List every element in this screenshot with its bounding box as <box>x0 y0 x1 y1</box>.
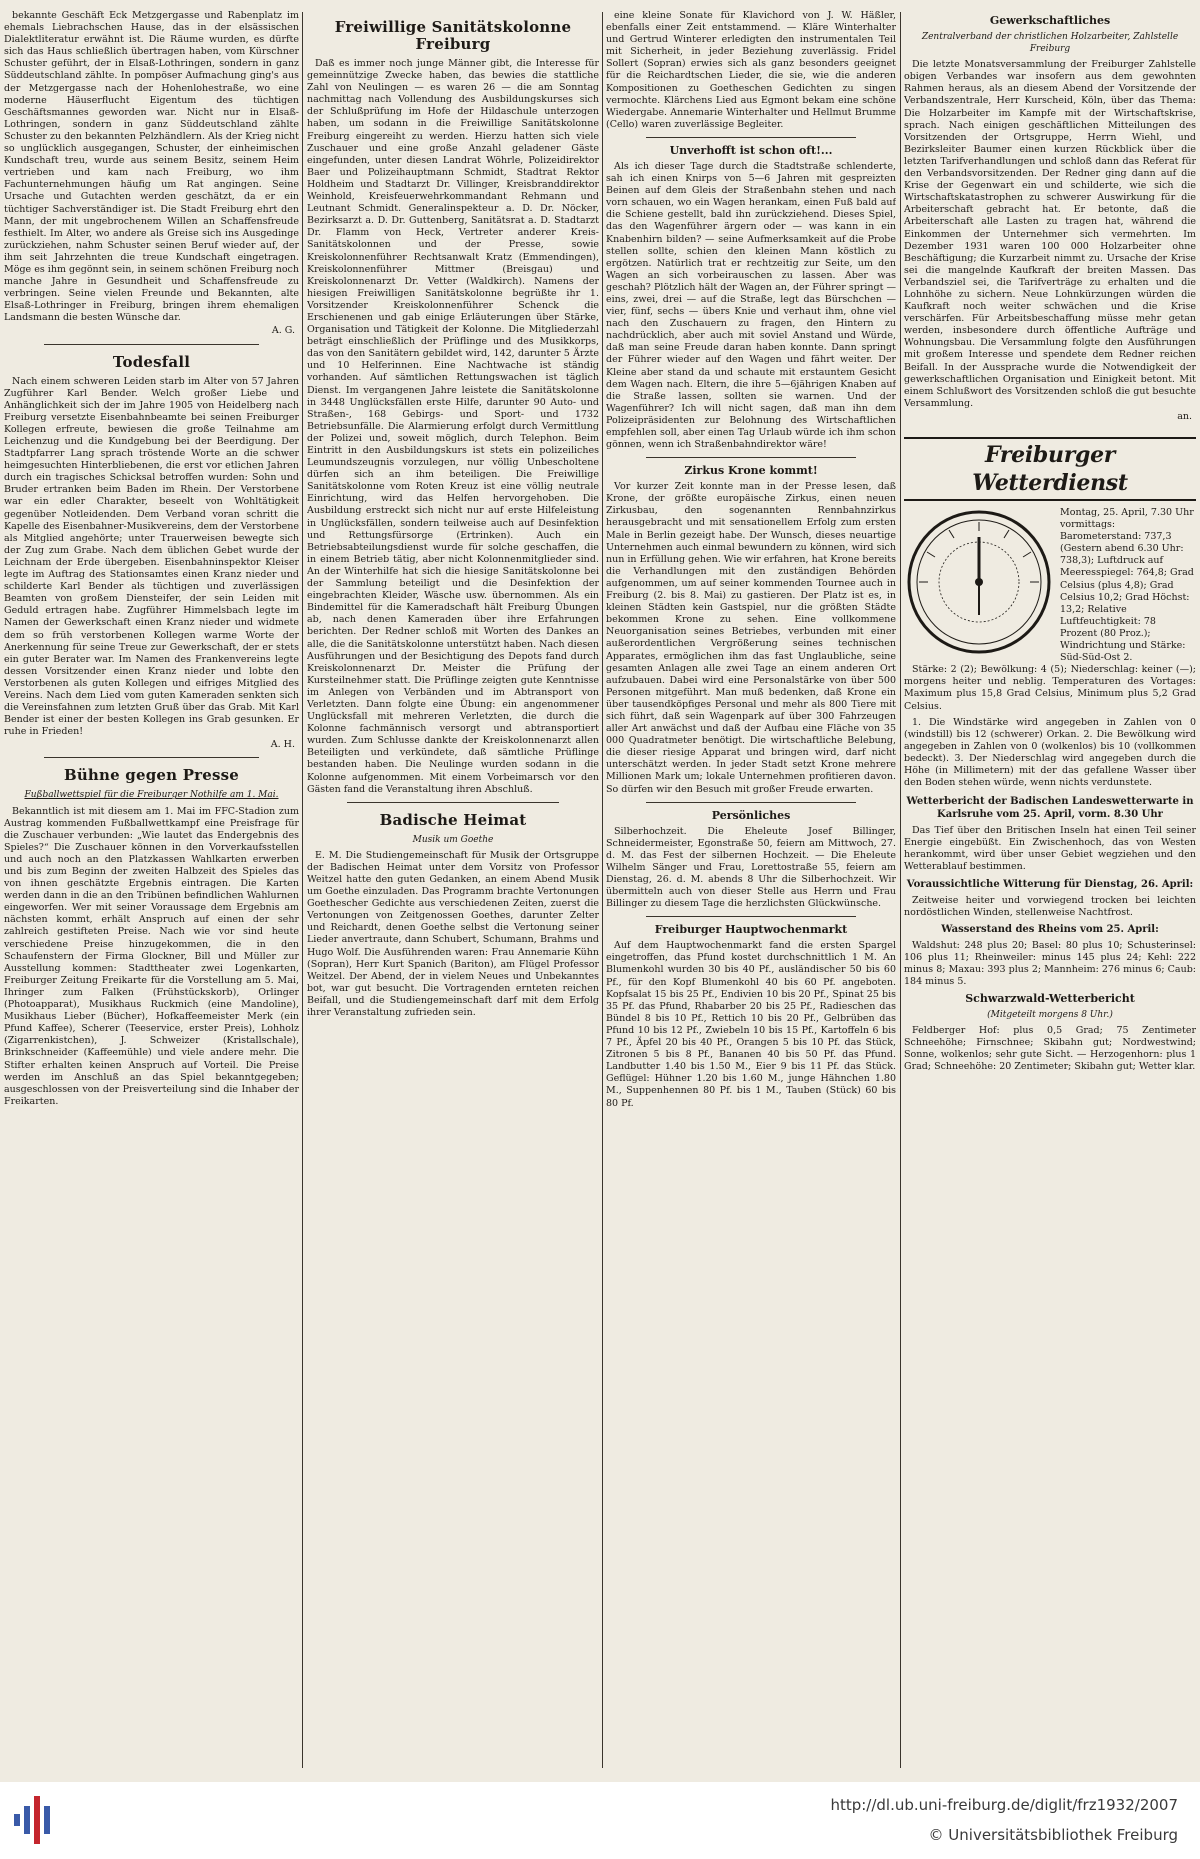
article-text: bekannte Geschäft Eck Metzgergasse und Rabenplatz im ehemals Liebrachschen Hause, das in der elsässischen Dialektliteratur erwähnt ist. Die Räume wurden, es dürfte sich das Haus schließlich übertragen haben, vom Kürschner Schuster geführt, der in Elsaß-Lothringen, sondern in ganz Süddeutschland zählte. In pompöser Aufmachung ging's aus der Metzgergasse nach der Hohenlohestraße, wo eine moderne Häuserflucht Eigentum des tüchtigen Geschäftsmannes geworden war. Nicht nur in Elsaß-Lothringen, sondern in ganz Süddeutschland zählte Schuster zu den bekannten Pelzhändlern. Als der Krieg nicht so unglücklich ausgegangen, Schuster, der einheimischen Kundschaft treu, wurde aus seinem Besitz, seinem Heim vertrieben und kam nach Freiburg, wo ihm Fachunternehmungen häufig um Rat angingen. Seine Ursache und Gutachten werden geschätzt, da er ein tüchtiger Sachverständiger ist. Die Stadt Freiburg ehrt den Mann, der mit ungebrochenem Willen an Schaffensfreude festhielt. Im Alter, wo andere als Greise sich ins Ausgedinge zurückziehen, nahm Schuster seinen Beruf wieder auf, der ihm seit Jahrzehnten die treue Kundschaft eingetragen. Möge es ihm gegönnt sein, in seinem schönen Freiburg noch manche Jahre in Gesundheit und Schaffensfreude zu verbringen. Seine vielen Freunde und Bekannten, alte Elsaß-Lothringer in Freiburg, bringen ihrem ehemaligen Landsmann die besten Wünsche dar. <box>4 10 299 324</box>
headline-badische-heimat: Badische Heimat <box>379 810 527 829</box>
headline-unverhofft: Unverhofft ist schon oft!... <box>669 143 833 157</box>
column-2 <box>307 10 599 1772</box>
divider <box>646 916 856 917</box>
article-subheadline: (Mitgeteilt morgens 8 Uhr.) <box>987 1010 1113 1021</box>
headline-wetterbericht: Wetterbericht der Badischen Landeswetterwarte in Karlsruhe vom 25. April, vorm. 8.30 Uhr <box>906 796 1194 821</box>
column-4 <box>904 10 1196 1772</box>
article-text: eine kleine Sonate für Klavichord von J. W. Häßler, ebenfalls einer Zeit entstammend. — Kläre Winterhalter und Gertrud Winterer erledigten den instrumentalen Teil mit Sicherheit, in jeder Beziehung zuverlässig. Fridel Sollert (Sopran) erwies sich als ganz besonders geeignet für die Reichardtschen Lieder, die sie, wie die anderen Kompositionen zu Goetheschen Gedichten zu singen vermochte. Klärchens Lied aus Egmont bekam eine schöne Wiedergabe. Annemarie Winterhalter und Hellmut Brumme (Cello) waren zuverlässige Begleiter. <box>606 10 896 130</box>
article-text: Silberhochzeit. Die Eheleute Josef Billinger, Schneidermeister, Egonstraße 50, feiern am Mittwoch, 27. d. M. das Fest der silbernen Hochzeit. — Die Eheleute Wilhelm Sänger und Frau, Lorettostraße 55, feiern am Dienstag, 26. d. M. abends 8 Uhr die Silberhochzeit. Wir übermitteln auch von dieser Stelle aus Herrn und Frau Billinger zu diesem Tage die herzlichsten Glückwünsche. <box>606 825 896 910</box>
divider <box>646 802 856 803</box>
article-text: Als ich dieser Tage durch die Stadtstraße schlenderte, sah ich einen Knirps von 5—6 Jahren mit gespreizten Beinen auf dem Gleis der Straßenbahn stehen und nach vorn schauen, wo ein Wagen herankam, einen Fuß bald auf die Schiene gestellt, bald ihn zurückziehend. Dieses Spiel, das den Wagenführer ärgern oder — was kann in ein Knabenhirn bilden? — seine Aufmerksamkeit auf die Probe stellen sollte, schien den kleinen Mann köstlich zu ergötzen. Natürlich trat er rechtzeitig zur Seite, um den Wagen an sich vorbeirauschen zu lassen. Aber was geschah? Plötzlich hält der Wagen an, der Führer springt — eins, zwei, drei — auf die Straße, legt das Bürschchen — vier, fünf, sechs — übers Knie und verhaut ihm, ohne viel nach den Zuschauern zu fragen, den Hintern zu nachdrücklich, aber auch mit soviel Anstand und Würde, daß man seine Freude daran haben konnte. Dann springt der Führer wieder auf den Wagen und fährt weiter. Der Kleine aber stand da und schaute mit erstauntem Gesicht dem Wagen nach. Eltern, die ihre 5—6jährigen Knaben auf die Straße lassen, sollten sie warnen. Und der Wagenführer? Ich will nicht sagen, daß man ihn dem Polizeipräsidenten zur Belohnung des Wirtschaftlichen empfehlen soll, aber einen Tag Urlaub würde ich ihm schon gönnen, wenn ich Straßenbahndirektor wäre! <box>606 160 896 451</box>
headline-schwarzwald: Schwarzwald-Wetterbericht <box>965 992 1135 1006</box>
footer-bar <box>0 1782 1200 1859</box>
column-rule <box>602 12 603 1768</box>
copyright-notice: © Universitätsbibliothek Freiburg <box>928 1826 1178 1844</box>
article-subheadline: Musik um Goethe <box>412 834 494 845</box>
headline-todesfall: Todesfall <box>112 352 191 371</box>
headline-persoenliches: Persönliches <box>711 808 791 822</box>
headline-wochenmarkt: Freiburger Hauptwochenmarkt <box>654 923 848 937</box>
article-text: Die letzte Monatsversammlung der Freiburger Zahlstelle obigen Verbandes war insofern aus dem gewohnten Rahmen heraus, als an diesem Abend der Vorsitzende der Verbandszentrale, Herr Kurscheid, Köln, über das Thema: Die Holzarbeiter im Kampfe mit der Wirtschaftskrise, sprach. Nach einigen geschäftlichen Mitteilungen des Vorsitzenden der Ortsgruppe, Herrn Wiehl, und Bezirksleiter Baumer einen kurzen Rückblick über die letzten Tarifverhandlungen und schloß dann das Referat für den Verbandsvorsitzenden. Der Redner ging dann auf die Krise der Gegenwart ein und schilderte, wie sich die Wirtschaftskatastrophen zu schwerer Auswirkung für die Arbeiterschaft gebracht hat. Er betonte, daß die Arbeiterschaft alle Lasten zu tragen hat, während die Einkommen der Unternehmer sich vermehrten. Im Dezember 1931 waren 100 000 Holzarbeiter ohne Beschäftigung; die Kurzarbeit nimmt zu. Ursache der Krise sei die mangelnde Kaufkraft der breiten Massen. Das Verbandsziel sei, die Tarifverträge zu erhalten und die Lohnhöhe zu sichern. Neue Lohnkürzungen würden die Kaufkraft noch weiter schwächen und die Krise verschärfen. Für Arbeitsbeschaffung müsse mehr getan werden, insbesondere durch öffentliche Aufträge und Wohnungsbau. Die Versammlung folgte den Ausführungen mit großem Interesse und spendete dem Redner reichen Beifall. In der Aussprache wurde die Notwendigkeit der gewerkschaftlichen Organisation und Einigkeit betont. Mit einem Schlußwort des Vorsitzenden schloß die gut besuchte Versammlung. <box>904 59 1196 409</box>
article-text: Auf dem Hauptwochenmarkt fand die ersten Spargel eingetroffen, das Pfund kostet durchschnittlich 1 M. An Blumenkohl wurden 30 bis 40 Pf., ausländischer 50 bis 60 Pf., für den Kopf Blumenkohl 40 bis 60 Pf. angeboten. Kopfsalat 15 bis 25 Pf., Endivien 10 bis 20 Pf., Spinat 25 bis 35 Pf. das Pfund, Rhabarber 20 bis 25 Pf., Radieschen das Bündel 8 bis 10 Pf., Rettich 10 bis 20 Pf., Gelbrüben das Pfund 10 bis 12 Pf., Zwiebeln 10 bis 15 Pf., Kartoffeln 6 bis 7 Pf., Äpfel 20 bis 40 Pf., Orangen 5 bis 10 Pf. das Stück, Zitronen 5 bis 8 Pf., Bananen 40 bis 50 Pf. das Pfund. Landbutter 1.40 bis 1.50 M., Eier 9 bis 11 Pf. das Stück. Geflügel: Hühner 1.20 bis 1.60 M., junge Hähnchen 1.80 M., Suppenhennen 80 Pf. bis 1 M., Tauben (Stück) 60 bis 80 Pf. <box>606 940 896 1109</box>
column-1 <box>4 10 299 1772</box>
weather-more-text: Stärke: 2 (2); Bewölkung: 4 (5); Niederschlag: keiner (—); morgens heiter und neblig. Temperaturen des Vortages: Maximum plus 15,8 Grad Celsius, Minimum plus 5,2 Grad Celsius. <box>904 664 1196 712</box>
headline-buehne: Bühne gegen Presse <box>63 766 240 785</box>
article-text: Nach einem schweren Leiden starb im Alter von 57 Jahren Zugführer Karl Bender. Welch großer Liebe und Anhänglichkeit sich der im Jahre 1905 von Heidelberg nach Freiburg versetzte Eisenbahnbeamte bei seinen Freiburger Kollegen erfreute, bewiesen die große Teilnahme am Leichenzug und die Kundgebung bei der Beerdigung. Der Stadtpfarrer Lang sprach tröstende Worte an die schwer heimgesuchten Hinterbliebenen, die erst vor etlichen Jahren durch ein tragisches Schicksal betroffen wurden: Sohn und Bruder ertranken beim Baden im Rhein. Der Verstorbene war ein edler Charakter, beseelt von Wohltätigkeit gegenüber Notleidenden. Dem Verband voran schritt die Kapelle des Eisenbahner-Musikvereins, dem der Verstorbene als Mitglied angehörte; unter Trauerweisen bewegte sich der Zug zum Grabe. Nach dem üblichen Gebet wurde der Leichnam der Erde übergeben. Eisenbahninspektor Kleiser legte im Auftrag des Stationsamtes einen Kranz nieder und schilderte Karl Bender als tüchtigen und zuverlässigen Beamten von großem Diensteifer, der sein Leiden mit Geduld ertragen habe. Zugführer Himmelsbach legte im Namen der Gewerkschaft einen Kranz nieder und widmete dem so früh verstorbenen Kollegen warme Worte der Anerkennung für seine Treue zur Gewerkschaft, der er stets ein guter Berater war. Im Namen des Frankenvereins legte dessen Vorsitzender einen Kranz nieder und lobte den Verstorbenen als guten Kollegen und eifriges Mitglied des Vereins. Nach dem Lied vom guten Kameraden senkten sich die Vereinsfahnen zum letzten Gruß über das Grab. Mit Karl Bender ist einer der besten Kollegen ins Grab gesunken. Er ruhe in Frieden! <box>4 375 299 738</box>
headline-zirkus-krone: Zirkus Krone kommt! <box>684 464 818 478</box>
divider <box>44 344 259 345</box>
article-text: Feldberger Hof: plus 0,5 Grad; 75 Zentimeter Schneehöhe; Firnschnee; Skibahn gut; Nordwestwind; Sonne, wolkenlos; sehr gute Sicht. — Herzogenhorn: plus 1 Grad; Schneehöhe: 20 Zentimeter; Skibahn gut; Wetter klar. <box>904 1025 1196 1073</box>
article-text: Zeitweise heiter und vorwiegend trocken bei leichten nordöstlichen Winden, stellenweise Nachtfrost. <box>904 894 1196 918</box>
headline-sanitaetskolonne: Freiwillige Sanitätskolonne Freiburg <box>334 18 572 53</box>
divider <box>646 457 856 458</box>
column-rule <box>302 12 303 1768</box>
source-url-link[interactable]: http://dl.ub.uni-freiburg.de/diglit/frz1932/2007 <box>830 1796 1178 1814</box>
divider <box>347 802 559 803</box>
headline-rheinpegel: Wasserstand des Rheins vom 25. April: <box>941 923 1159 935</box>
article-text: Vor kurzer Zeit konnte man in der Presse lesen, daß Krone, der größte europäische Zirkus, einen neuen Zirkusbau, den sogenannten Rennbahnzirkus herausgebracht und mit sensationellem Erfolg zum ersten Male in Berlin gezeigt habe. Der Wunsch, dieses neuartige Unternehmen auch einmal bewundern zu können, wird sich nun in Erfüllung gehen. Wie wir erfahren, hat Krone bereits die Verhandlungen mit den zuständigen Behörden aufgenommen, um auf seiner kommenden Tournee auch in Freiburg (2. bis 8. Mai) zu gastieren. Der Platz ist es, in kleinen Städten kein Gastspiel, nur die größten Städte bekommen Krone zu sehen. Eine vollkommene Neuorganisation seines Betriebes, verbunden mit einer außerordentlichen Vergrößerung seines technischen Apparates, ermöglichen ihm das fast Unglaubliche, seine gesamten Anlagen alle zwei Tage an einem anderen Ort aufzubauen. Dabei wird eine Personalstärke von über 500 Personen mitgeführt. Man muß bedenken, daß Krone ein über tausendköpfiges Personal und mehr als 800 Tiere mit sich führt, daß sein Wagenpark auf über 300 Fahrzeugen aller Art anwächst und daß der Aufbau eine Fläche von 35 000 Quadratmeter benötigt. Die wirtschaftliche Belebung, die dieser riesige Apparat und bringen wird, darf nicht unterschätzt werden. In jeder Stadt setzt Krone mehrere Millionen Mark um; lokale Unternehmen profitieren davon. So dürfen wir den Besuch mit großer Freude erwarten. <box>606 481 896 795</box>
headline-voraussicht: Voraussichtliche Witterung für Dienstag, 26. April: <box>906 878 1194 890</box>
barometer-dial-icon <box>904 507 1054 664</box>
weather-title: Freiburger Wetterdienst <box>904 437 1196 501</box>
article-signature: A. H. <box>270 739 295 751</box>
article-signature: A. G. <box>271 325 295 337</box>
article-subheadline: Zentralverband der christlichen Holzarbeiter, Zahlstelle Freiburg <box>921 32 1179 55</box>
column-rule <box>900 12 901 1768</box>
headline-gewerkschaftliches: Gewerkschaftliches <box>989 14 1111 27</box>
weather-readings-text: Montag, 25. April, 7.30 Uhr vormittags: Barometerstand: 737,3 (Gestern abend 6.30 Uhr: 738,3); Luftdruck auf Meeresspiegel: 764,8; Grad Celsius (plus 4,8); Grad Celsius 10,2; Grad Höchst: 13,2; Relative Luftfeuchtigkeit: 78 Prozent (80 Proz.); Windrichtung und Stärke: Süd-Süd-Ost 2. <box>1060 507 1194 664</box>
column-3 <box>606 10 896 1772</box>
article-subheadline: Fußballwettspiel für die Freiburger Nothilfe am 1. Mai. <box>24 790 279 801</box>
divider <box>646 137 856 138</box>
article-text: Waldshut: 248 plus 20; Basel: 80 plus 10; Schusterinsel: 106 plus 11; Rheinweiler: minus 145 plus 24; Kehl: 222 minus 8; Maxau: 393 plus 2; Mannheim: 276 minus 6; Caub: 184 minus 5. <box>904 939 1196 987</box>
university-library-logo-icon <box>12 1792 56 1852</box>
article-text: Daß es immer noch junge Männer gibt, die Interesse für gemeinnützige Zwecke haben, das bewies die stattliche Zahl von Neulingen — es waren 26 — die am Sonntag nachmittag nach Vollendung des Ausbildungskurses sich der Schlußprüfung im Hofe der Hildaschule unterzogen haben, um sodann in die Freiwillige Sanitätskolonne Freiburg eingereiht zu werden. Hierzu hatten sich viele Zuschauer und eine große Anzahl geladener Gäste eingefunden, unter diesen Landrat Wöhrle, Polizeidirektor Baer und Polizeihauptmann Schmidt, Stadtrat Rektor Holdheim und Stadtarzt Dr. Villinger, Kreisbranddirektor Weinhold, Kreisfeuerwehrkommandant Rehmann und Leutnant Schmidt. Generalinspekteur a. D. Dr. Nöcker, Bezirksarzt a. D. Dr. Guttenberg, Sanitätsrat a. D. Stadtarzt Dr. Flamm von Heck, Vertreter anderer Kreis-Sanitätskolonnen und der Presse, sowie Kreiskolonnenführer Rechtsanwalt Kratz (Emmendingen), Kreiskolonnenführer Mittmer (Breisgau) und Kreiskolonnenarzt Dr. Vetter (Waldkirch). Namens der hiesigen Freiwilligen Sanitätskolonne begrüßte ihr 1. Vorsitzender Kreiskolonnenführer Schenck die Erschienenen und gab einige Erläuterungen über Stärke, Organisation und Tätigkeit der Kolonne. Die Mitgliederzahl beträgt einschließlich der Prüflinge und des Musikkorps, das von den Sanitätern gebildet wird, 142, darunter 5 Ärzte und 10 Helferinnen. Eine Nachtwache ist ständig vorhanden. Auf sämtlichen Rettungswachen ist täglich Dienst. Im vergangenen Jahre leistete die Sanitätskolonne in 3448 Unglücksfällen erste Hilfe, darunter 90 Auto- und Straßen-, 168 Gebirgs- und Sport- und 1732 Betriebsunfälle. Die Alarmierung erfolgt durch Vermittlung der Polizei und, soweit möglich, durch Telephon. Beim Eintritt in den Ausbildungskurs ist stets ein polizeiliches Leumundszeugnis vorzulegen, nur völlig Unbescholtene dürfen sich an ihm beteiligen. Die Freiwillige Sanitätskolonne vom Roten Kreuz ist eine völlig neutrale Einrichtung, wird das Helfen hervorgehoben. Die Ausbildung erstreckt sich nicht nur auf erste Hilfeleistung in Unglücksfällen, sondern teilweise auch auf Desinfektion und Rettungsfürsorge (Ertrinken). Auch ein Betriebsabteilungsdienst wurde für solche geschaffen, die in einem Betrieb tätig, aber nicht Kolonnenmitglieder sind. An der Winterhilfe hat sich die hiesige Sanitätskolonne bei der Sammlung beteiligt und die Desinfektion der eingebrachten Kleider, Wäsche usw. übernommen. Als ein Bindemittel für die Kameradschaft hält Freiburg Übungen ab, nach denen Kameraden über ihre Erfahrungen berichten. Der Redner schloß mit Worten des Dankes an alle, die die Sanitätskolonne unterstützt haben. Nach diesen Ausführungen und der Besichtigung des Depots fand durch Kreiskolonnenarzt Dr. Meister die Prüfung der Kursteilnehmer statt. Die Prüflinge zeigten gute Kenntnisse im Anlegen von Verbänden und im Abtransport von Verletzten. Dann folgte eine Übung: ein angenommener Unglücksfall mit mehreren Verletzten, die durch die Kolonne fachmännisch versorgt und abtransportiert wurden. Zum Schlusse dankte der Kreiskolonnenarzt allen Beteiligten und verkündete, daß sämtliche Prüflinge bestanden haben. Die Neulinge wurden sodann in die Kolonne aufgenommen. Mit einem Vorbeimarsch vor den Gästen fand die Veranstaltung ihren Abschluß. <box>307 58 599 795</box>
article-text: Bekanntlich ist mit diesem am 1. Mai im FFC-Stadion zum Austrag kommenden Fußballwettkampf eine Preisfrage für die Zuschauer verbunden: „Wie lautet das Endergebnis des Spieles?“ Die Zuschauer können in den Vorverkaufsstellen und auch noch an den Platzkassen Wahlkarten erwerben und bis zum Beginn der zweiten Halbzeit des Spieles das von ihnen geschätzte Ergebnis eintragen. Die Karten werden dann in die an den Tribünen befindlichen Wahlurnen eingeworfen. Wer mit seiner Voraussage dem Ergebnis am nächsten kommt, erhält Anspruch auf einen der sehr zahlreich gestifteten Preise. Nach wie vor sind heute verschiedene Preise hinzugekommen, die in den Schaufenstern der Firma Glockner, Bill und Müller zur Ausstellung kommen: Stadttheater zwei Logenkarten, Freiburger Zeitung Freikarte für die Vorstellung am 5. Mai, Ihringer zum Falken (Frühstückskorb), Orlinger (Photoapparat), Musikhaus Ruckmich (eine Mandoline), Musikhaus Lieber (Bücher), Hofkaffeemeister Merk (ein Pfund Kaffee), Scherer (Teeservice, erster Preis), Lohholz (Zigarrenkistchen), J. Schweizer (Kristallschale), Brinkschneider (Kaffeemühle) und viele andere mehr. Die Stifter erhalten keinen Anspruch auf Vorteil. Die Preise werden im Anschluß an das Spiel bekanntgegeben; ausgeschlossen von der Preisverteilung sind die Inhaber der Freikarten. <box>4 805 299 1107</box>
article-text: E. M. Die Studiengemeinschaft für Musik der Ortsgruppe der Badischen Heimat unter dem Vorsitz von Professor Weitzel hatte den guten Gedanken, an einem Abend Musik um Goethe einzuladen. Das Programm brachte Vertonungen Goethescher Gedichte aus verschiedenen Zeiten, zuerst die Vertonungen von Zeitgenossen Goethes, darunter Zelter und Reichardt, denen Goethe selbst die Vertonung seiner Lieder anvertraute, dann Schubert, Schumann, Brahms und Hugo Wolf. Die Ausführenden waren: Frau Annemarie Kühn (Sopran), Herr Kurt Spanich (Bariton), am Flügel Professor Weitzel. Der Abend, der in vielem Neues und Unbekanntes bot, war gut besucht. Die Vortragenden ernteten reichen Beifall, und die Studiengemeinschaft darf mit dem Erfolg ihrer Veranstaltung zufrieden sein. <box>307 849 599 1019</box>
article-text: Das Tief über den Britischen Inseln hat einen Teil seiner Energie eingebüßt. Ein Zwischenhoch, das von Westen herankommt, wird über unser Gebiet wegziehen und den Wetterablauf bestimmen. <box>904 825 1196 873</box>
weather-readings <box>1060 507 1196 664</box>
weather-notes: 1. Die Windstärke wird angegeben in Zahlen von 0 (windstill) bis 12 (schwerer) Orkan. 2. Die Bewölkung wird angegeben in Zahlen von 0 (wolkenlos) bis 10 (vollkommen bedeckt). 3. Der Niederschlag wird angegeben durch die Höhe (in Millimetern) mit der das gefallene Wasser über den Boden stehen würde, wenn nichts verdunstete. <box>904 716 1196 789</box>
weather-body <box>904 507 1196 664</box>
divider <box>44 757 259 758</box>
article-signature: an. <box>1177 410 1192 422</box>
weather-section <box>904 437 1196 789</box>
